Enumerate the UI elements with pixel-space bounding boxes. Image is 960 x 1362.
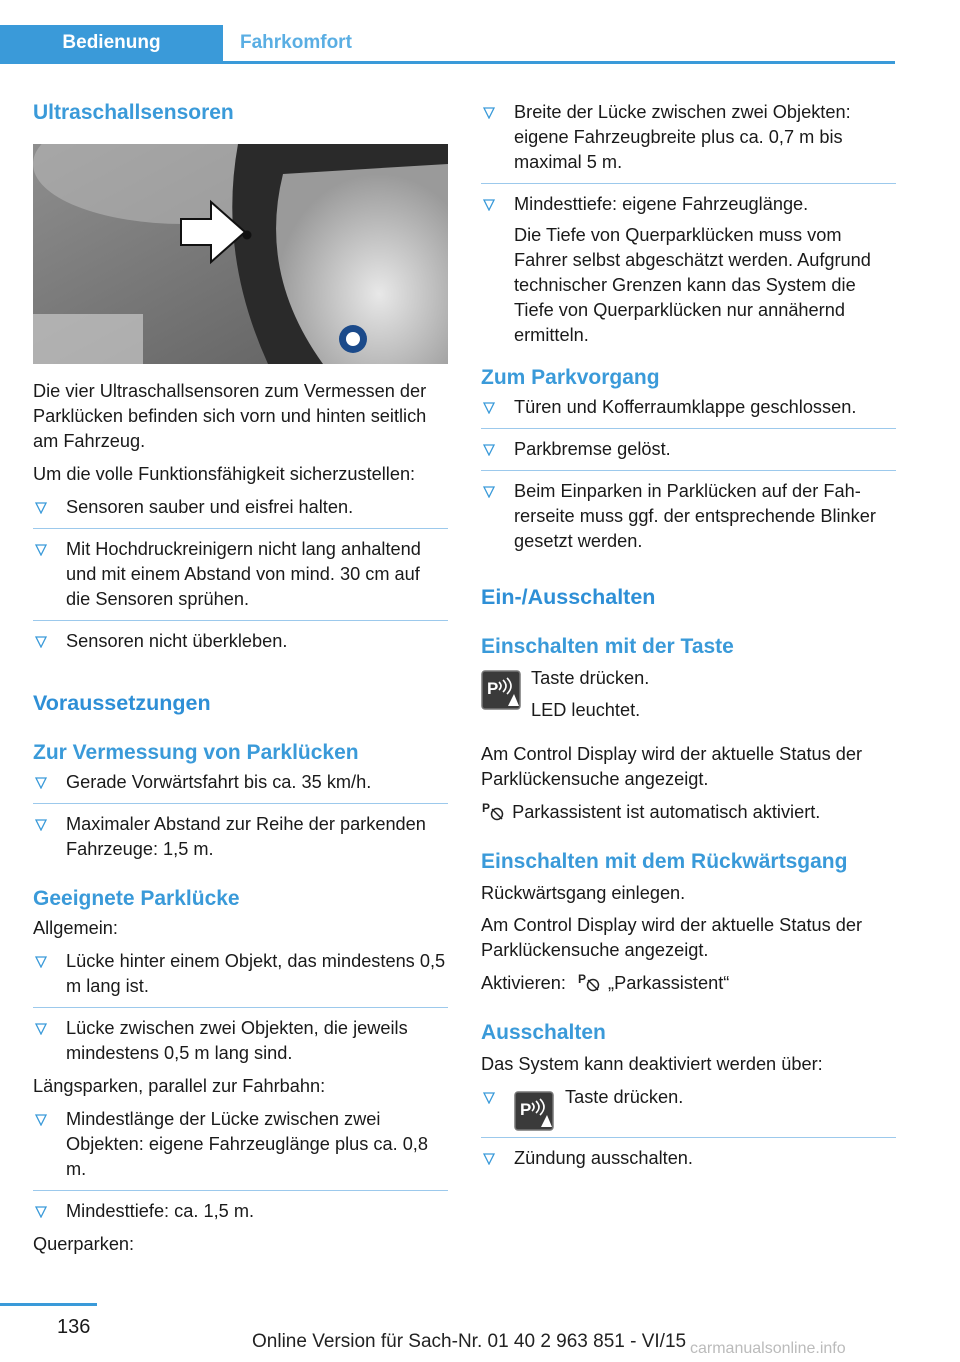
triangle-bullet-icon xyxy=(35,819,47,831)
laengsparken-label: Längsparken, parallel zur Fahrbahn: xyxy=(33,1076,326,1096)
heading-zum-parkvorgang: Zum Parkvorgang xyxy=(481,366,660,389)
list-item xyxy=(33,528,448,612)
list-item xyxy=(33,949,448,999)
list-item xyxy=(481,183,896,348)
list-item xyxy=(481,395,896,420)
list-item xyxy=(481,1137,896,1171)
heading-einschalten-taste: Einschalten mit der Taste xyxy=(481,635,734,658)
aktivieren-value: „Parkassistent“ xyxy=(608,973,730,993)
triangle-bullet-icon xyxy=(483,402,495,414)
heading-voraussetzungen: Voraussetzungen xyxy=(33,691,211,715)
control-display-paragraph-2: Am Control Display wird der aktuelle Status der Parklückensuche angezeigt. xyxy=(481,915,863,960)
aktivieren-line xyxy=(481,971,896,996)
tab-fahrkomfort[interactable]: Fahrkomfort xyxy=(240,32,352,53)
list-item-text: Mit Hochdruckreinigern nicht lang anhaltend und mit einem Abstand von mind. 30 cm auf die Sensoren sprühen. xyxy=(66,539,421,609)
heading-ausschalten: Ausschalten xyxy=(481,1021,606,1044)
querparken-tiefe-paragraph: Die Tiefe von Querparklücken muss vom Fahrer selbst abgeschätzt werden. Aufgrund technischer Grenzen kann das System die Tiefe von Querparklücken nur annähernd ermitteln. xyxy=(514,225,871,345)
list-item xyxy=(481,470,896,554)
list-item xyxy=(33,1107,448,1182)
triangle-bullet-icon xyxy=(35,1114,47,1126)
led-leuchtet-text: LED leuchtet. xyxy=(531,700,641,720)
heading-einschalten-rueckwaertsgang: Einschalten mit dem Rückwärtsgang xyxy=(481,850,848,873)
list-item xyxy=(33,1007,448,1066)
triangle-bullet-icon xyxy=(35,956,47,968)
list-item-text: Beim Einparken in Parklücken auf der Fahrerseite muss ggf. der entsprechende Blinker gesetzt werden. xyxy=(514,481,876,551)
taste-block xyxy=(481,666,896,724)
svg-text:P: P xyxy=(577,972,586,986)
list-ausschalten xyxy=(481,1085,896,1171)
list-item-text: Gerade Vorwärtsfahrt bis ca. 35 km/h. xyxy=(66,772,372,792)
list-item xyxy=(481,428,896,462)
triangle-bullet-icon xyxy=(35,1023,47,1035)
triangle-bullet-icon xyxy=(35,544,47,556)
heading-ein-ausschalten: Ein-/Ausschalten xyxy=(481,585,656,609)
deaktivieren-paragraph: Das System kann deaktiviert werden über: xyxy=(481,1054,823,1074)
park-assist-button-icon xyxy=(481,670,521,710)
list-sensorpflege xyxy=(33,495,448,654)
list-item xyxy=(33,803,448,862)
list-item-text: Parkbremse gelöst. xyxy=(514,439,671,459)
list-item-text: Maximaler Abstand zur Reihe der parkenden Fahrzeuge: 1,5 m. xyxy=(66,814,426,859)
triangle-bullet-icon xyxy=(35,777,47,789)
park-assist-symbol-icon xyxy=(577,971,603,993)
heading-ultraschallsensoren: Ultraschallsensoren xyxy=(33,101,234,124)
watermark: carmanualsonline.info xyxy=(690,1340,846,1357)
aktivieren-label: Aktivieren: xyxy=(481,973,566,993)
park-assist-symbol-icon xyxy=(481,800,507,822)
querparken-label: Querparken: xyxy=(33,1234,135,1254)
footer-accent-line xyxy=(0,1303,97,1306)
list-allgemein xyxy=(33,949,448,1066)
triangle-bullet-icon xyxy=(483,486,495,498)
tab-bedienung[interactable]: Bedienung xyxy=(0,25,223,61)
list-item-text: Zündung ausschalten. xyxy=(514,1148,693,1168)
list-item xyxy=(33,770,448,795)
auto-aktiviert-text: Parkassistent ist automatisch aktiviert. xyxy=(512,802,821,822)
funktionsfaehigkeit-paragraph: Um die volle Funktionsfähigkeit sicherzustellen: xyxy=(33,464,416,484)
list-item-text: Sensoren sauber und eisfrei halten. xyxy=(66,497,354,517)
list-item-text: Lücke zwischen zwei Objekten, die jeweils mindestens 0,5 m lang sind. xyxy=(66,1018,408,1063)
svg-text:P: P xyxy=(482,801,491,815)
right-column xyxy=(481,100,896,1171)
list-laengsparken xyxy=(33,1107,448,1224)
triangle-bullet-icon xyxy=(483,444,495,456)
list-item xyxy=(481,1085,896,1129)
header-tabbar xyxy=(0,25,895,64)
allgemein-label: Allgemein: xyxy=(33,918,118,938)
heading-vermessung: Zur Vermessung von Parklücken xyxy=(33,741,359,764)
list-item xyxy=(33,620,448,654)
list-item-text: Türen und Kofferraumklappe geschlossen. xyxy=(514,397,857,417)
list-item-text: Mindesttiefe: ca. 1,5 m. xyxy=(66,1201,255,1221)
triangle-bullet-icon xyxy=(35,636,47,648)
list-item-text: Sensoren nicht überkleben. xyxy=(66,631,288,651)
list-item xyxy=(33,495,448,520)
svg-text:P: P xyxy=(487,679,499,698)
triangle-bullet-icon xyxy=(483,1092,495,1104)
left-column xyxy=(33,100,448,1257)
rueckwaertsgang-text: Rückwärtsgang einlegen. xyxy=(481,883,686,903)
triangle-bullet-icon xyxy=(35,502,47,514)
list-item-text: Taste drücken. xyxy=(565,1087,684,1107)
list-item-text: Mindestlänge der Lücke zwischen zwei Objekten: eigene Fahrzeuglänge plus ca. 0,8 m. xyxy=(66,1109,428,1179)
triangle-bullet-icon xyxy=(483,107,495,119)
triangle-bullet-icon xyxy=(483,199,495,211)
control-display-paragraph-1: Am Control Display wird der aktuelle Status der Parklückensuche angezeigt. xyxy=(481,744,863,789)
list-parkvorgang xyxy=(481,395,896,554)
list-item-text: Mindesttiefe: eigene Fahrzeuglänge. xyxy=(514,194,809,214)
list-item xyxy=(33,1190,448,1224)
park-assist-button-icon xyxy=(514,1091,554,1131)
heading-geeignete-parkluecke: Geeignete Parklücke xyxy=(33,887,240,910)
list-vermessung xyxy=(33,770,448,862)
svg-text:P: P xyxy=(520,1100,532,1119)
list-item-text: Lücke hinter einem Objekt, das mindestens 0,5 m lang ist. xyxy=(66,951,446,996)
online-version-footer: Online Version für Sach-Nr. 01 40 2 963 851 - VI/15 xyxy=(252,1331,687,1352)
list-item-text: Breite der Lücke zwischen zwei Objekten: eigene Fahrzeugbreite plus ca. 0,7 m bis maximal 5 m. xyxy=(514,102,851,172)
list-item xyxy=(481,100,896,175)
auto-aktiviert-line xyxy=(481,800,896,825)
triangle-bullet-icon xyxy=(35,1206,47,1218)
list-querparken xyxy=(481,100,896,348)
taste-druecken-text: Taste drücken. xyxy=(531,668,650,688)
sensor-photo xyxy=(33,144,448,364)
triangle-bullet-icon xyxy=(483,1153,495,1165)
page-number: 136 xyxy=(57,1316,91,1338)
intro-paragraph: Die vier Ultraschallsensoren zum Vermessen der Parklücken befinden sich vorn und hinten seitlich am Fahrzeug. xyxy=(33,381,427,451)
